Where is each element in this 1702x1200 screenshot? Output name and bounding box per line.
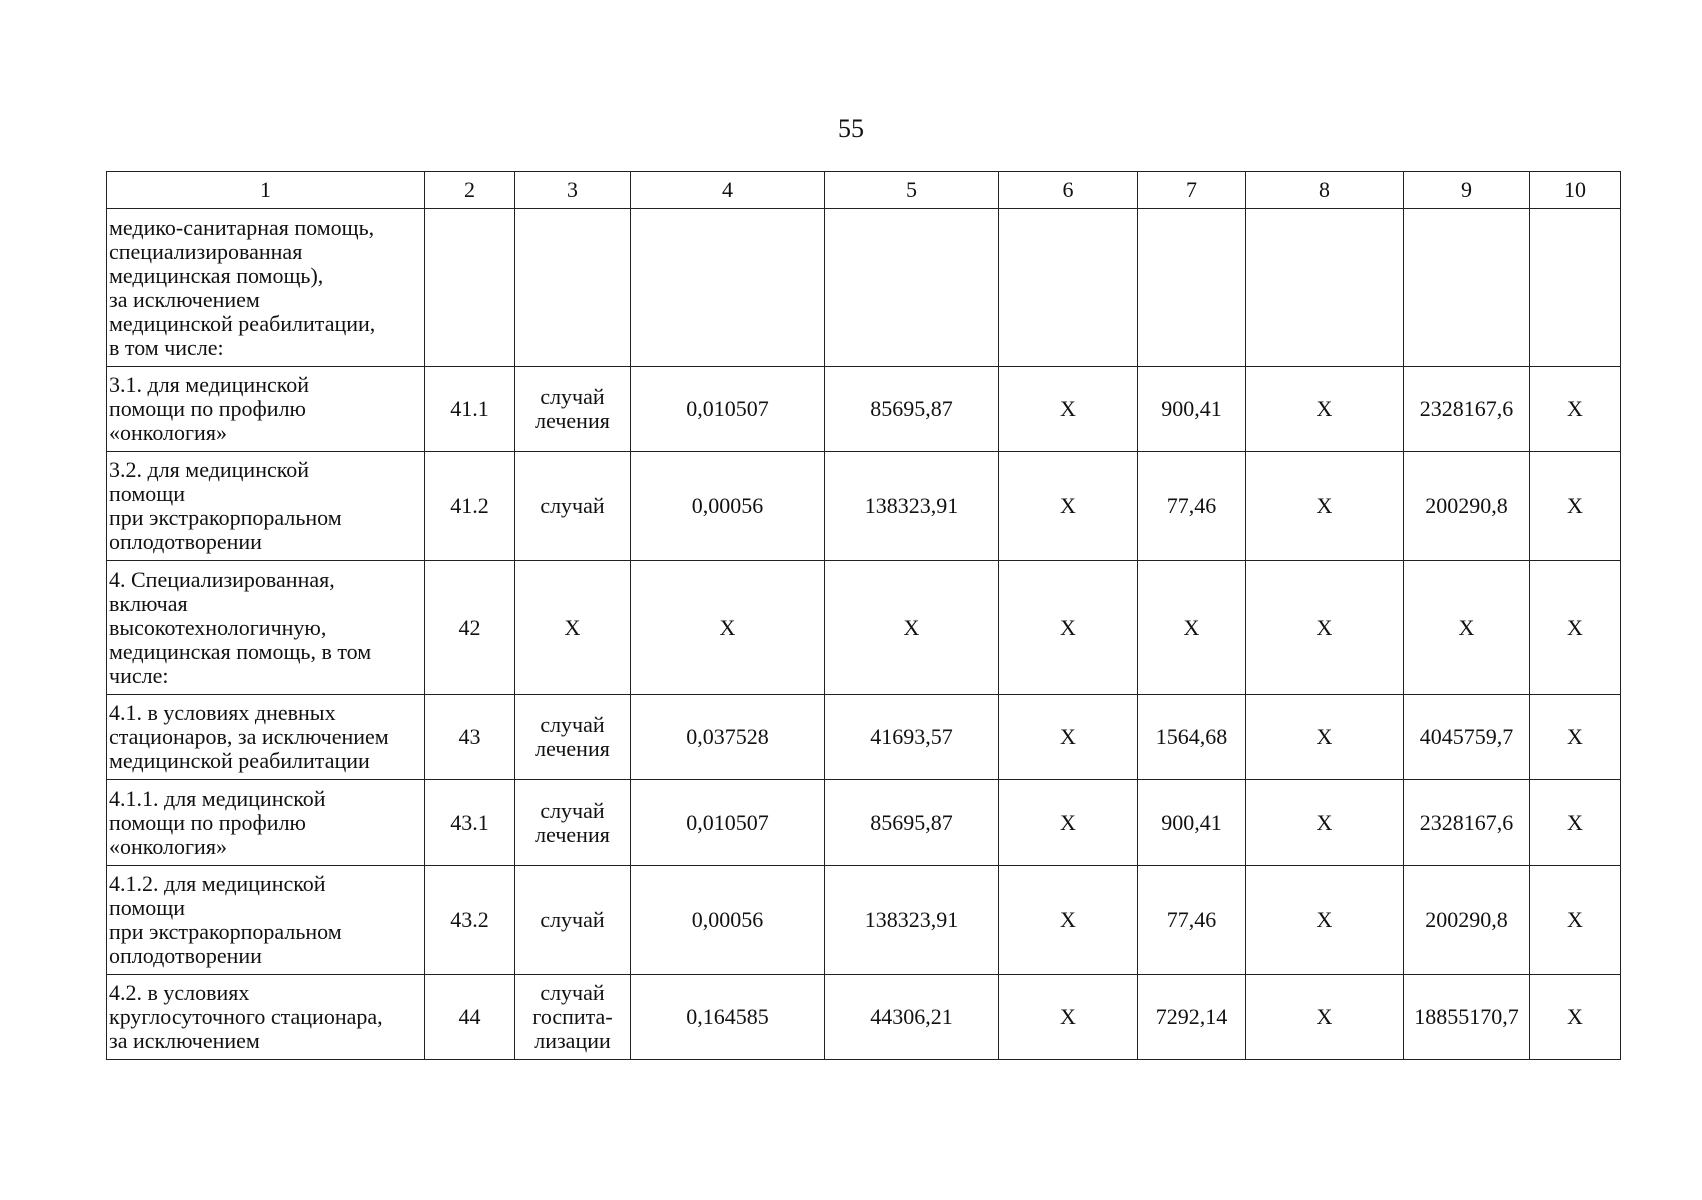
table-cell: 77,46 [1138,866,1246,975]
table-cell: случай лечения [515,780,631,866]
table-cell: X [1530,561,1621,695]
row-label-cell: 4. Специализированная, включая высокотехнологичную, медицинская помощь, в том числе: [107,561,425,695]
header-cell: 4 [631,172,825,209]
header-cell: 8 [1246,172,1404,209]
table-cell: X [631,561,825,695]
header-cell: 2 [425,172,515,209]
table-row [107,452,1621,561]
table-cell [1246,209,1404,367]
table-cell: случай [515,866,631,975]
table-row [107,561,1621,695]
table-cell: X [999,780,1138,866]
table-cell: 138323,91 [825,452,999,561]
table-cell: 41693,57 [825,695,999,780]
table-cell: X [1530,975,1621,1060]
table-cell [825,209,999,367]
table-cell: X [1530,866,1621,975]
table-cell: 41.1 [425,367,515,452]
header-cell: 5 [825,172,999,209]
table-row [107,866,1621,975]
table-cell: 0,164585 [631,975,825,1060]
table-cell: 1564,68 [1138,695,1246,780]
table-cell [515,209,631,367]
table-row [107,695,1621,780]
header-cell: 6 [999,172,1138,209]
table-cell: случай госпита- лизации [515,975,631,1060]
table-cell: 138323,91 [825,866,999,975]
table-cell: 0,00056 [631,452,825,561]
table-cell: 43.1 [425,780,515,866]
table-cell: 44306,21 [825,975,999,1060]
row-label-cell: 3.2. для медицинской помощи при экстракорпоральном оплодотворении [107,452,425,561]
table-cell: 85695,87 [825,780,999,866]
table-cell: 43.2 [425,866,515,975]
table-row [107,780,1621,866]
row-label-cell: 4.1.2. для медицинской помощи при экстракорпоральном оплодотворении [107,866,425,975]
table-cell: 2328167,6 [1404,780,1530,866]
table-cell: X [1530,780,1621,866]
table-cell: X [1246,561,1404,695]
table-cell: случай лечения [515,367,631,452]
table-cell [631,209,825,367]
table-cell: X [1530,452,1621,561]
table-cell: 41.2 [425,452,515,561]
table-cell: X [999,695,1138,780]
table-cell: случай [515,452,631,561]
table-cell: 900,41 [1138,780,1246,866]
header-cell: 3 [515,172,631,209]
table-cell: X [1246,780,1404,866]
table-cell: 43 [425,695,515,780]
row-label-cell: медико-санитарная помощь, специализированная медицинская помощь), за исключением медицинской реабилитации, в том числе: [107,209,425,367]
table-cell: 0,00056 [631,866,825,975]
table-row [107,209,1621,367]
table-cell: X [515,561,631,695]
table-cell [1138,209,1246,367]
data-table [106,171,1621,1060]
table-cell: X [999,975,1138,1060]
table-cell: 200290,8 [1404,452,1530,561]
table-cell: X [1530,695,1621,780]
row-label-cell: 4.2. в условиях круглосуточного стационара, за исключением [107,975,425,1060]
header-cell: 9 [1404,172,1530,209]
table-cell: X [999,367,1138,452]
table-cell: X [999,452,1138,561]
table-cell: 42 [425,561,515,695]
table-cell: X [1246,695,1404,780]
table-cell: X [1530,367,1621,452]
table-cell: 0,010507 [631,367,825,452]
table-cell [1530,209,1621,367]
table-cell: 4045759,7 [1404,695,1530,780]
table-cell: X [825,561,999,695]
table-cell: X [1246,866,1404,975]
header-cell: 1 [107,172,425,209]
header-cell: 10 [1530,172,1621,209]
row-label-cell: 4.1.1. для медицинской помощи по профилю «онкология» [107,780,425,866]
table-cell: X [1138,561,1246,695]
table-row [107,367,1621,452]
table-cell [999,209,1138,367]
table-cell: 2328167,6 [1404,367,1530,452]
table-cell: 900,41 [1138,367,1246,452]
table-cell: 44 [425,975,515,1060]
table-cell: 200290,8 [1404,866,1530,975]
table-cell: 0,010507 [631,780,825,866]
table-cell: X [1404,561,1530,695]
table-cell: X [1246,975,1404,1060]
table-cell: X [999,561,1138,695]
table-cell: 18855170,7 [1404,975,1530,1060]
page-number: 55 [838,114,864,143]
table-cell: 77,46 [1138,452,1246,561]
table-cell: X [1246,367,1404,452]
row-label-cell: 4.1. в условиях дневных стационаров, за исключением медицинской реабилитации [107,695,425,780]
table-row [107,975,1621,1060]
table-cell: 85695,87 [825,367,999,452]
table-cell: 0,037528 [631,695,825,780]
table-header-row [107,172,1621,209]
table-cell [1404,209,1530,367]
table-cell: случай лечения [515,695,631,780]
row-label-cell: 3.1. для медицинской помощи по профилю «онкология» [107,367,425,452]
table-cell: X [1246,452,1404,561]
table-cell: 7292,14 [1138,975,1246,1060]
header-cell: 7 [1138,172,1246,209]
table-cell [425,209,515,367]
table-cell: X [999,866,1138,975]
